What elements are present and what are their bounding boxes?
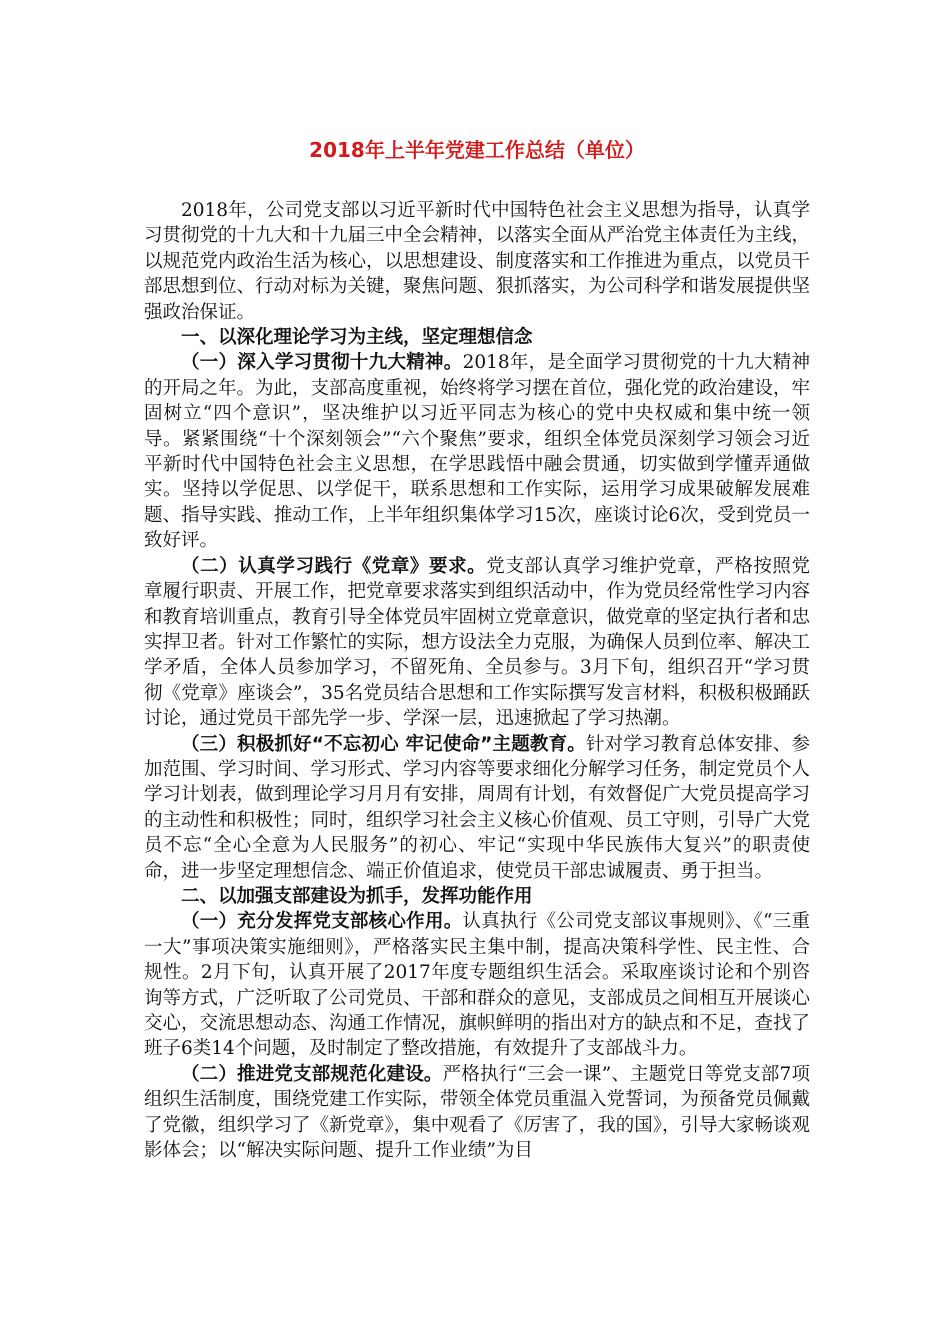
item-text: 认真执行《公司党支部议事规则》、《“三重一大”事项决策实施细则》，严格落实民主集中制，提高决策科学性、民主性、合规性。2月下旬，认真开展了2017年度专题组织生活会。采取座谈讨论和个别咨询等方式，广泛听取了公司党员、干部和群众的意见，支部成员之间相互开展谈心交心，交流思想动态、沟通工作情况，旗帜鲜明的指出对方的缺点和不足，查找了班子6类14个问题，及时制定了整改措施，有效提升了支部战斗力。: [144, 911, 811, 1060]
item-text: 党支部认真学习维护党章，严格按照党章履行职责、开展工作，把党章要求落实到组织活动中，作为党员经常性学习内容和教育培训重点，教育引导全体党员牢固树立党章意识，做党章的坚定执行者和忠实捍卫者。针对工作繁忙的实际，想方设法全力克服，为确保人员到位率、解决工学矛盾，全体人员参加学习，不留死角、全员参与。3月下旬，组织召开“学习贯彻《党章》座谈会”，35名党员结合思想和工作实际撰写发言材料，积极积极踊跃讨论，通过党员干部先学一步、学深一层，迅速掀起了学习热潮。: [144, 555, 811, 730]
section-heading: 二、以加强支部建设为抓手，发挥功能作用: [181, 885, 533, 907]
item-text: 2018年，是全面学习贯彻党的十九大精神的开局之年。为此，支部高度重视，始终将学习摆在首位，强化党的政治建设，牢固树立“四个意识”，坚决维护以习近平同志为核心的党中央权威和集中统一领导。紧紧围绕“十个深刻领会”“六个聚焦”要求，组织全体党员深刻学习领会习近平新时代中国特色社会主义思想，在学思践悟中融会贯通，切实做到学懂弄通做实。坚持以学促思、以学促干，联系思想和工作实际，运用学习成果破解发展难题、指导实践、推动工作，上半年组织集体学习15次，座谈讨论6次，受到党员一致好评。: [144, 352, 811, 552]
item-lead: （一）深入学习贯彻十九大精神。: [181, 352, 463, 374]
item-paragraph: [144, 554, 810, 732]
item-paragraph: [144, 350, 810, 553]
item-paragraph: [144, 732, 810, 884]
item-text: 严格执行“三会一课”、主题党日等党支部7项组织生活制度，围绕党建工作实际，带领全体党员重温入党誓词，为预备党员佩戴了党徽，组织学习了《新党章》，集中观看了《厉害了，我的国》，引导大家畅谈观影体会；以“解决实际问题、提升工作业绩”为目: [144, 1063, 811, 1162]
item-lead: （二）推进党支部规范化建设。: [181, 1063, 443, 1085]
item-paragraph: [144, 909, 810, 1061]
section-heading: 一、以深化理论学习为主线，坚定理想信念: [181, 327, 533, 349]
document-title: 2018年上半年党建工作总结（单位）: [309, 138, 645, 162]
item-lead: （一）充分发挥党支部核心作用。: [181, 911, 463, 933]
item-lead: （三）积极抓好“不忘初心 牢记使命”主题教育。: [181, 733, 586, 755]
item-paragraph: [144, 1062, 810, 1164]
item-text: 针对学习教育总体安排、参加范围、学习时间、学习形式、学习内容等要求细化分解学习任务，制定党员个人学习计划表，做到理论学习月月有安排，周周有计划，有效督促广大党员提高学习的主动性和积极性；同时，组织学习社会主义核心价值观、员工守则，引导广大党员不忘“全心全意为人民服务”的初心、牢记“实现中华民族伟大复兴”的职责使命，进一步坚定理想信念、端正价值追求，使党员干部忠诚履责、勇于担当。: [144, 733, 811, 882]
intro-paragraph: 2018年，公司党支部以习近平新时代中国特色社会主义思想为指导，认真学习贯彻党的十九大和十九届三中全会精神，以落实全面从严治党主体责任为主线，以规范党内政治生活为核心，以思想建设、制度落实和工作推进为重点，以党员干部思想到位、行动对标为关键，聚焦问题、狠抓落实，为公司科学和谐发展提供坚强政治保证。: [144, 200, 811, 323]
item-lead: （二）认真学习践行《党章》要求。: [181, 555, 487, 577]
